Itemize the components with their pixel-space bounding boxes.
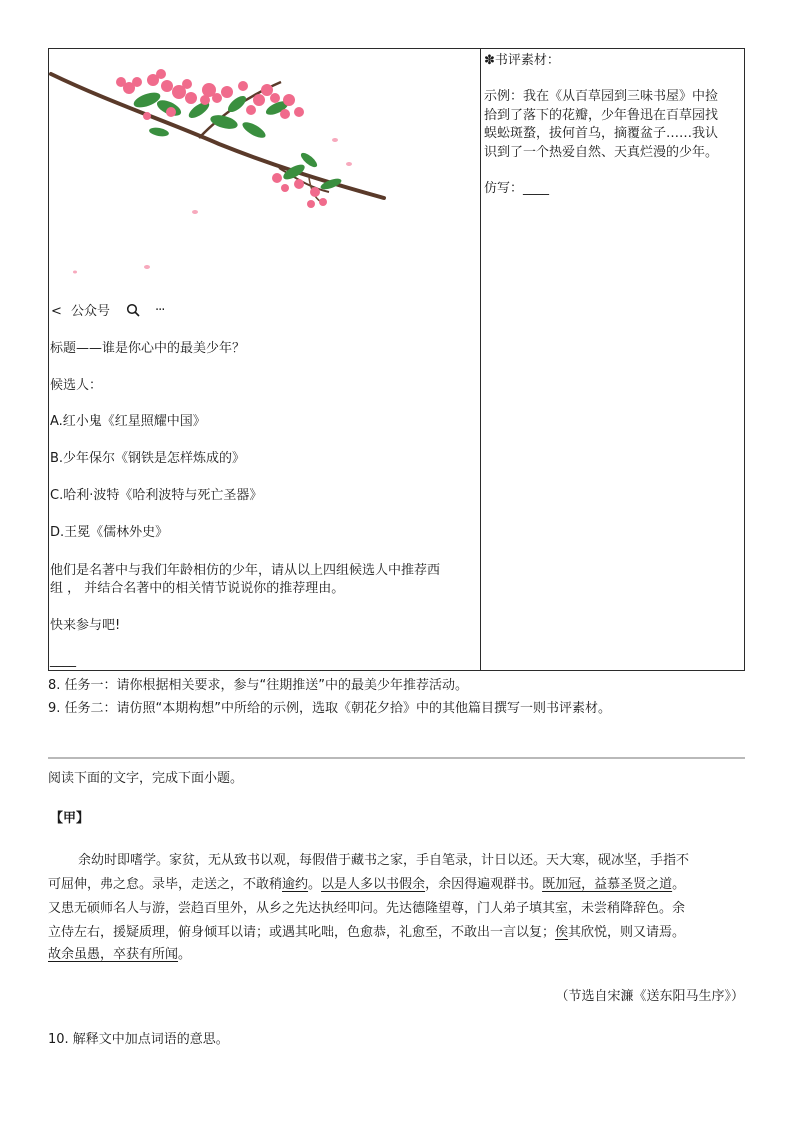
question-10: 10. 解释文中加点词语的意思。: [48, 1032, 229, 1047]
passage-text: 立侍左右，援疑质理，俯身倾耳以请；或遇其叱咄，色愈恭，礼愈至，不敢出一言以复；: [48, 925, 556, 940]
blossoms: [116, 69, 327, 208]
example-line-3: 蜈蚣斑蝥，拔何首乌，摘覆盆子……我认: [484, 126, 719, 141]
passage-text: 可屈伸，弗之怠。录毕，走送之，不敢稍: [48, 877, 283, 892]
passage-text: 。: [308, 877, 322, 892]
prompt-line-2: 组 ， 并结合名著中的相关情节说说你的推荐理由。: [50, 581, 345, 596]
passage-text: 其欣悦，则又请焉。: [568, 925, 686, 940]
option-a: A.红小鬼《红星照耀中国》: [50, 414, 206, 429]
passage-text: ，余因得遍观群书。: [425, 877, 543, 892]
join-line: 快来参与吧!: [50, 618, 121, 633]
back-chevron-icon[interactable]: <: [51, 304, 62, 319]
blossom-branch-image: [49, 52, 389, 277]
passage-line-4: [48, 924, 685, 942]
passage-line-3: 又患无硕师名人与游，尝趋百里外，从乡之先达执经叩问。先达德隆望尊，门人弟子填其室，未尝稍降辞色。余: [48, 901, 686, 916]
option-d: D.王冕《儒林外史》: [50, 525, 169, 540]
example-line-4: 识到了一个热爱自然、天真烂漫的少年。: [484, 145, 719, 160]
option-c: C.哈利·波特《哈利波特与死亡圣器》: [50, 488, 263, 503]
example-line-1: 示例：我在《从百草园到三味书屋》中捡: [484, 89, 719, 104]
imitate-blank: ____: [523, 181, 550, 196]
task-8: 8. 任务一：请你根据相关要求，参与“往期推送”中的最美少年推荐活动。: [48, 678, 469, 693]
prompt-line-1: 他们是名著中与我们年龄相仿的少年，请从以上四组候选人中推荐西: [50, 563, 441, 578]
passage-line-2: [48, 876, 685, 894]
reading-instruction: 阅读下面的文字，完成下面小题。: [48, 771, 244, 786]
section-separator: [48, 757, 745, 759]
task-9: 9. 任务二：请仿照“本期构想”中所给的示例，选取《朝花夕拾》中的其他篇目撰写一则书评素材。: [48, 701, 612, 716]
underlined-phrase: 俟: [555, 925, 569, 940]
passage-line-5: [48, 946, 191, 964]
underlined-phrase: 故余虽愚，卒获有所闻: [48, 947, 179, 962]
candidates-label: 候选人：: [50, 378, 103, 393]
option-b: B.少年保尔《钢铁是怎样炼成的》: [50, 451, 246, 466]
answer-blank: ____: [50, 653, 76, 668]
imitate-line: [484, 180, 549, 198]
underlined-phrase: 逾约: [282, 877, 309, 892]
table-column-divider: [480, 48, 481, 671]
section-label: 【甲】: [50, 811, 90, 826]
passage-text: 。: [178, 947, 192, 962]
passage-source: （节选自宋濂《送东阳马生序》）: [555, 989, 744, 1004]
poll-title: 标题——谁是你心中的最美少年？: [50, 341, 246, 356]
wechat-account-label: 公众号: [71, 304, 111, 319]
underlined-phrase: 以是人多以书假余: [321, 877, 426, 892]
imitate-label: 仿写：: [484, 181, 524, 196]
search-icon[interactable]: [126, 303, 140, 317]
more-icon[interactable]: ···: [155, 303, 165, 318]
example-line-2: 拾到了落下的花瓣，少年鲁迅在百草园找: [484, 108, 719, 123]
underlined-phrase: 既加冠，益慕圣贤之道: [542, 877, 673, 892]
review-heading: ✽书评素材：: [484, 53, 560, 68]
passage-line-1: 余幼时即嗜学。家贫，无从致书以观，每假借于藏书之家，手自笔录，计日以还。天大寒，砚冰坚，手指不: [78, 853, 690, 868]
passage-text: 。: [672, 877, 686, 892]
